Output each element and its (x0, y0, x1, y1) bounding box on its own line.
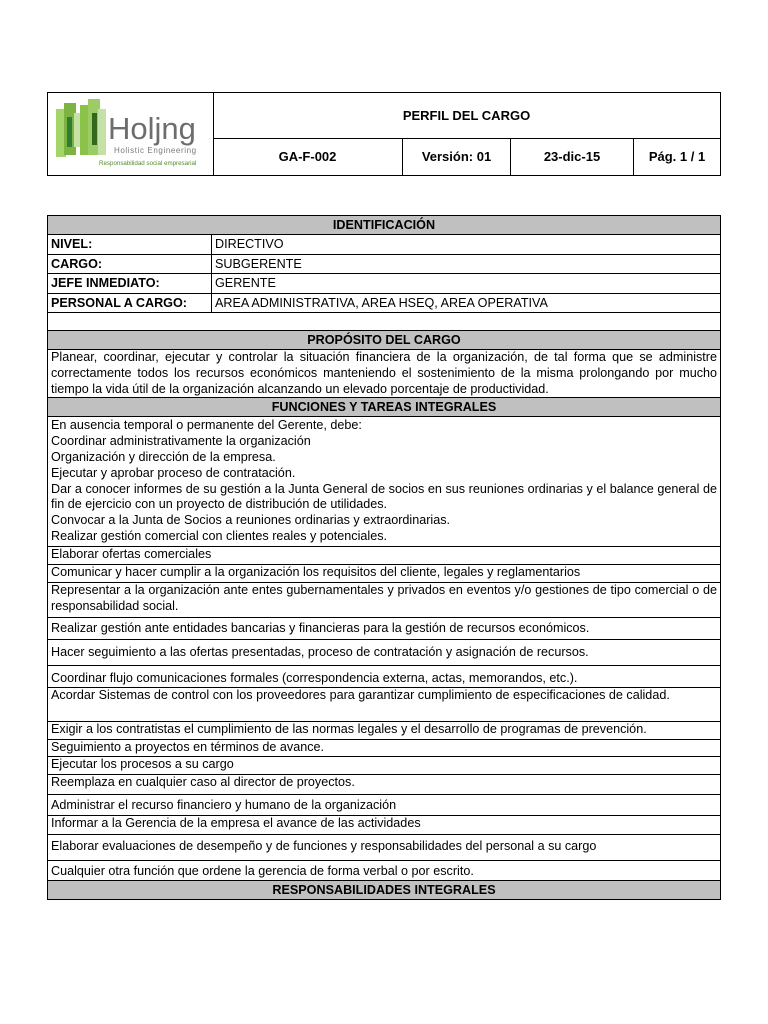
company-logo (52, 95, 210, 173)
function-line: Dar a conocer informes de su gestión a la Junta General de socios en sus reuniones ordinarias y el balance general de fin de ejercicio con un proyecto de distribución de utilidades. (51, 481, 717, 512)
document-date: 23-dic-15 (511, 138, 634, 175)
function-line: Ejecutar y aprobar proceso de contratación. (51, 465, 296, 480)
function-item: Exigir a los contratistas el cumplimiento de las normas legales y el desarrollo de programas de prevención. (48, 722, 720, 740)
id-label: JEFE INMEDIATO: (48, 274, 212, 293)
function-line: Realizar gestión comercial con clientes reales y potenciales. (51, 528, 387, 543)
section-responsabilidades-heading: RESPONSABILIDADES INTEGRALES (48, 881, 720, 900)
function-item: Cualquier otra función que ordene la gerencia de forma verbal o por escrito. (48, 861, 720, 881)
function-item: Elaborar evaluaciones de desempeño y de funciones y responsabilidades del personal a su cargo (48, 835, 720, 861)
function-line: Coordinar administrativamente la organización (51, 434, 311, 449)
id-label: CARGO: (48, 255, 212, 274)
logo-cell (48, 93, 214, 175)
function-item: Acordar Sistemas de control con los proveedores para garantizar cumplimiento de especificaciones de calidad. (48, 688, 720, 722)
section-identificacion-heading: IDENTIFICACIÓN (48, 216, 720, 235)
id-row-personal (48, 294, 720, 314)
document-meta-row (213, 138, 720, 175)
spacer-row (48, 313, 720, 331)
id-value: GERENTE (215, 276, 276, 290)
function-item: Comunicar y hacer cumplir a la organización los requisitos del cliente, legales y reglamentarios (48, 565, 720, 583)
job-profile-table (47, 215, 721, 900)
proposito-text: Planear, coordinar, ejecutar y controlar la situación financiera de la organización, de tal forma que se administre correctamente todos los recursos económicos manteniendo el sostenimiento de la misma prolongando por mucho tiempo la vida útil de la organización alcanzando un elevado porcentaje de productividad. (48, 350, 720, 398)
function-line: Convocar a la Junta de Socios a reuniones ordinarias y extraordinarias. (51, 513, 451, 528)
function-item: Informar a la Gerencia de la empresa el avance de las actividades (48, 816, 720, 835)
svg-text:Holistic Engineering: Holistic Engineering (114, 146, 197, 155)
id-label: PERSONAL A CARGO: (48, 294, 212, 313)
section-proposito-heading: PROPÓSITO DEL CARGO (48, 331, 720, 350)
function-item: Elaborar ofertas comerciales (48, 547, 720, 565)
id-label: NIVEL: (48, 235, 212, 254)
function-item: Seguimiento a proyectos en términos de avance. (48, 740, 720, 757)
document-page: Pág. 1 / 1 (648, 149, 706, 164)
svg-text:Responsabilidad social empresa: Responsabilidad social empresarial (99, 160, 197, 167)
svg-text:Holjng: Holjng (108, 111, 196, 146)
id-value: SUBGERENTE (215, 256, 302, 271)
document-title: PERFIL DEL CARGO (213, 93, 720, 139)
id-row-jefe (48, 274, 720, 294)
function-item: Coordinar flujo comunicaciones formales (correspondencia externa, actas, memorandos, etc.). (48, 666, 720, 688)
function-item: Ejecutar los procesos a su cargo (48, 757, 720, 775)
function-item: Realizar gestión ante entidades bancarias y financieras para la gestión de recursos económicos. (48, 618, 720, 640)
id-value: DIRECTIVO (215, 237, 284, 251)
function-item: Reemplaza en cualquier caso al director de proyectos. (48, 775, 720, 795)
function-item: Hacer seguimiento a las ofertas presentadas, proceso de contratación y asignación de recursos. (48, 640, 720, 666)
document-version: Versión: 01 (403, 138, 511, 175)
function-item: Administrar el recurso financiero y humano de la organización (48, 795, 720, 816)
id-row-cargo (48, 255, 720, 275)
function-item: Representar a la organización ante entes gubernamentales y privados en eventos y/o gestiones de tipo comercial o de responsabilidad social. (48, 583, 720, 618)
function-line: Organización y dirección de la empresa. (51, 449, 276, 464)
document-code: GA-F-002 (213, 138, 403, 175)
document-header (47, 92, 721, 176)
funciones-first-block (48, 417, 720, 546)
id-row-nivel (48, 235, 720, 255)
id-value: AREA ADMINISTRATIVA, AREA HSEQ, AREA OPERATIVA (215, 295, 548, 310)
function-line: En ausencia temporal o permanente del Gerente, debe: (51, 418, 362, 433)
section-funciones-heading: FUNCIONES Y TAREAS INTEGRALES (48, 398, 720, 417)
